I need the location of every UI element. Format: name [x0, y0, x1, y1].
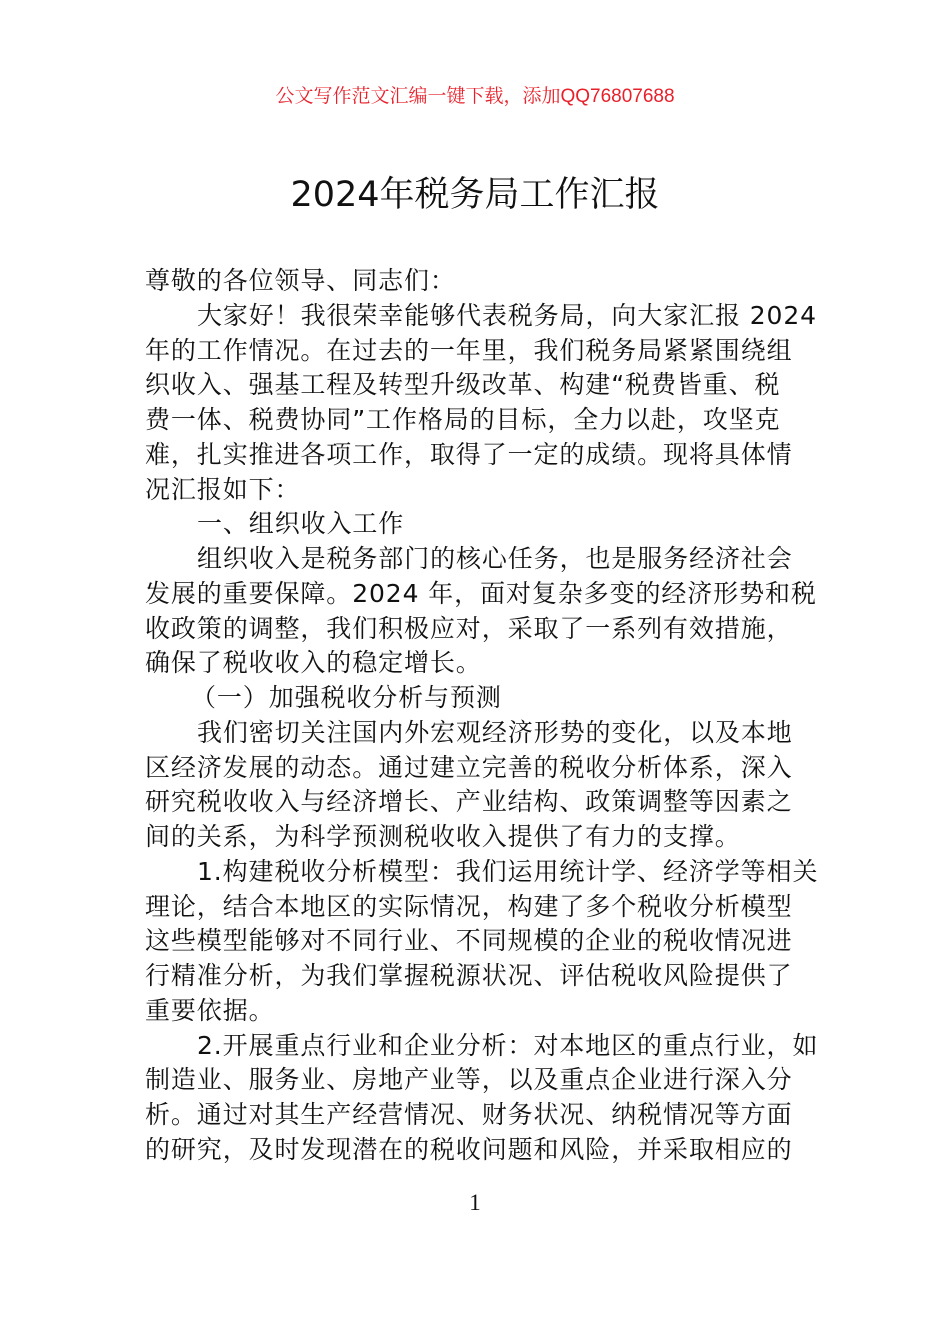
paragraph-line: 况汇报如下： — [145, 474, 301, 504]
paragraph-line: 2.开展重点行业和企业分析：对本地区的重点行业，如 — [197, 1030, 819, 1060]
paragraph-line: 组织收入是税务部门的核心任务，也是服务经济社会 — [197, 544, 793, 573]
paragraph-line: 理论，结合本地区的实际情况，构建了多个税收分析模型 — [145, 891, 793, 921]
paragraph-line: 大家好！我很荣幸能够代表税务局，向大家汇报 2024 — [197, 300, 817, 330]
subsection-heading: （一）加强税收分析与预测 — [191, 683, 502, 712]
section-heading: 一、组织收入工作 — [197, 509, 405, 539]
paragraph-line: 研究税收收入与经济增长、产业结构、政策调整等因素之 — [145, 787, 793, 817]
paragraph-line: 区经济发展的动态。通过建立完善的税收分析体系，深入 — [145, 752, 793, 782]
paragraph-line: 析。通过对其生产经营情况、财务状况、纳税情况等方面 — [145, 1100, 793, 1129]
paragraph-line: 发展的重要保障。2024 年，面对复杂多变的经济形势和税 — [145, 578, 817, 608]
paragraph-line: 的研究，及时发现潜在的税收问题和风险，并采取相应的 — [145, 1134, 793, 1164]
document-body — [145, 264, 819, 1168]
paragraph-line: 织收入、强基工程及转型升级改革、构建“税费皆重、税 — [145, 370, 781, 400]
paragraph-line: 确保了税收收入的稳定增长。 — [145, 648, 482, 678]
paragraph-line: 我们密切关注国内外宏观经济形势的变化，以及本地 — [197, 717, 793, 747]
paragraph-line: 间的关系，为科学预测税收收入提供了有力的支撑。 — [145, 822, 741, 851]
paragraph-line: 重要依据。 — [145, 995, 275, 1025]
paragraph-line: 行精准分析，为我们掌握税源状况、评估税收风险提供了 — [145, 961, 793, 990]
paragraph-line: 年的工作情况。在过去的一年里，我们税务局紧紧围绕组 — [145, 335, 793, 365]
paragraph-line: 收政策的调整，我们积极应对，采取了一系列有效措施， — [145, 613, 793, 643]
paragraph-line: 费一体、税费协同”工作格局的目标，全力以赴，攻坚克 — [145, 405, 781, 434]
page-number: 1 — [469, 1190, 481, 1215]
paragraph-line: 制造业、服务业、房地产业等，以及重点企业进行深入分 — [145, 1065, 793, 1095]
salutation: 尊敬的各位领导、同志们： — [145, 266, 456, 295]
paragraph-line: 难，扎实推进各项工作，取得了一定的成绩。现将具体情 — [145, 439, 793, 469]
document-title: 2024年税务局工作汇报 — [290, 175, 660, 215]
paragraph-line: 这些模型能够对不同行业、不同规模的企业的税收情况进 — [145, 926, 793, 956]
download-banner: 公文写作范文汇编一键下载，添加QQ76807688 — [275, 86, 675, 107]
paragraph-line: 1.构建税收分析模型：我们运用统计学、经济学等相关 — [197, 856, 819, 886]
